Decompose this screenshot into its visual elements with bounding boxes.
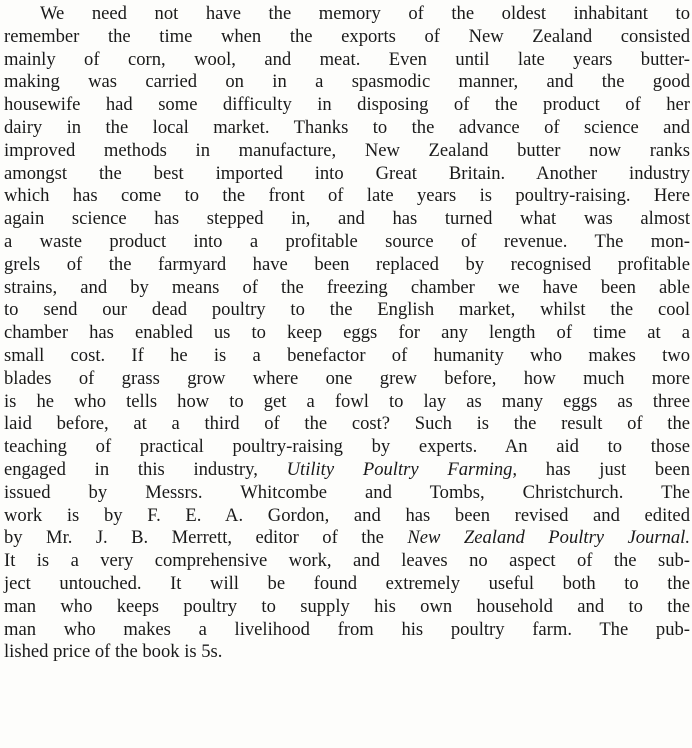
article-line: grels of the farmyard have been replaced by recognised profitable bbox=[4, 253, 690, 275]
article-line: strains, and by means of the freezing chamber we have been able bbox=[4, 276, 690, 298]
article-line-head: engaged in this industry, bbox=[4, 458, 258, 480]
article-line: a waste product into a profitable source of revenue. The mon- bbox=[4, 230, 690, 252]
article-line: again science has stepped in, and has turned what was almost bbox=[4, 208, 690, 230]
article-line: dairy in the local market. Thanks to the advance of science and bbox=[4, 116, 690, 138]
article-line: lished price of the book is 5s. bbox=[4, 641, 223, 663]
article-line: small cost. If he is a benefactor of humanity who makes two bbox=[4, 344, 690, 366]
article-line: issued by Messrs. Whitcombe and Tombs, Christchurch. The bbox=[4, 481, 690, 503]
article-line: man who keeps poultry to supply his own household and to the bbox=[4, 595, 690, 617]
article-line: work is by F. E. A. Gordon, and has been revised and edited bbox=[4, 504, 690, 526]
article-line: man who makes a livelihood from his poultry farm. The pub- bbox=[4, 618, 690, 640]
article-line-tail: has just been bbox=[545, 458, 691, 480]
article-line: remember the time when the exports of New Zealand consisted bbox=[4, 25, 690, 47]
article-line: which has come to the front of late years is poultry-raising. Here bbox=[4, 185, 690, 207]
article-line-with-title bbox=[4, 459, 690, 482]
book-title: Utility Poultry Farming, bbox=[286, 458, 518, 480]
article-line-with-title bbox=[4, 527, 690, 550]
article-line-head: by Mr. J. B. Merrett, editor of the bbox=[4, 527, 384, 549]
article-line: amongst the best imported into Great Britain. Another industry bbox=[4, 162, 690, 184]
article-line: making was carried on in a spasmodic manner, and the good bbox=[4, 71, 690, 93]
journal-title: New Zealand Poultry Journal. bbox=[407, 527, 690, 549]
article-line: laid before, at a third of the cost? Such is the result of the bbox=[4, 413, 690, 435]
article-line: blades of grass grow where one grew before, how much more bbox=[4, 367, 690, 389]
article-line: It is a very comprehensive work, and leaves no aspect of the sub- bbox=[4, 550, 690, 572]
article-line: We need not have the memory of the oldest inhabitant to bbox=[40, 3, 690, 24]
article-line: is he who tells how to get a fowl to lay as many eggs as three bbox=[4, 390, 690, 412]
article-line: ject untouched. It will be found extremely useful both to the bbox=[4, 572, 690, 594]
article-body bbox=[4, 3, 690, 664]
article-line: chamber has enabled us to keep eggs for any length of time at a bbox=[4, 322, 690, 344]
article-line: improved methods in manufacture, New Zealand butter now ranks bbox=[4, 139, 690, 161]
article-line: housewife had some difficulty in disposing of the product of her bbox=[4, 94, 690, 116]
article-line: teaching of practical poultry-raising by experts. An aid to those bbox=[4, 436, 690, 458]
article-line: mainly of corn, wool, and meat. Even until late years butter- bbox=[4, 48, 690, 70]
article-line: to send our dead poultry to the English market, whilst the cool bbox=[4, 299, 690, 321]
